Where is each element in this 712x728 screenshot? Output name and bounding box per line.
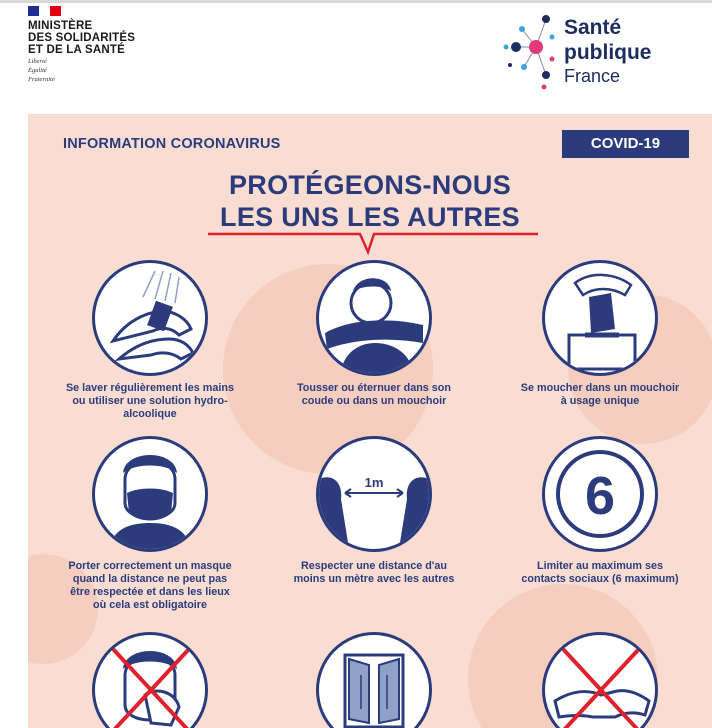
distance-label: 1m [364, 475, 384, 490]
gesture-caption [274, 560, 474, 586]
motto-line: Fraternité [28, 76, 55, 83]
caption-line: moins un mètre avec les autres [293, 573, 455, 585]
distance-icon [316, 436, 432, 552]
caption-line: à usage unique [560, 395, 640, 407]
caption-line: Se moucher dans un mouchoir [520, 382, 680, 394]
caption-line: Limiter au maximum ses [536, 560, 663, 572]
gesture-caption [50, 382, 250, 421]
gesture-caption [274, 382, 474, 408]
caption-line: être respectée et dans les lieux [70, 586, 230, 598]
title-line-2: LES UNS LES AUTRES [220, 202, 520, 232]
gesture-caption [500, 382, 700, 408]
caption-line: Tousser ou éternuer dans son [297, 382, 451, 394]
ministry-line: DES SOLIDARITÉS [28, 32, 136, 44]
gesture-caption [50, 560, 250, 612]
handwash-icon [92, 260, 208, 376]
caption-line: Respecter une distance d'au [301, 560, 447, 572]
contacts-six-icon [542, 436, 658, 552]
sante-publique-france-logo [500, 9, 680, 95]
elbow-cough-icon [316, 260, 432, 376]
contacts-number: 6 [584, 466, 616, 526]
covid-badge: COVID-19 [562, 130, 689, 158]
ministry-logo [28, 20, 135, 83]
caption-line: alcoolique [123, 408, 177, 420]
motto-line: Liberté [28, 58, 47, 65]
caption-line: coude ou dans un mouchoir [301, 395, 447, 407]
no-face-touch-icon [92, 632, 208, 728]
no-handshake-icon [542, 632, 658, 728]
caption-line: quand la distance ne peut pas [72, 573, 228, 585]
ventilate-room-icon [316, 632, 432, 728]
caption-line: Se laver régulièrement les mains [65, 382, 235, 394]
face-mask-icon [92, 436, 208, 552]
spf-line: France [564, 66, 621, 86]
tissue-icon [542, 260, 658, 376]
caption-line: Porter correctement un masque [68, 560, 232, 572]
spf-line: publique [564, 41, 652, 64]
motto-line: Égalité [28, 67, 47, 74]
caption-line: contacts sociaux (6 maximum) [521, 573, 679, 585]
header [0, 0, 712, 100]
republic-flag-icon [28, 6, 62, 16]
caption-line: ou utiliser une solution hydro- [72, 395, 228, 407]
info-label: INFORMATION CORONAVIRUS [63, 136, 281, 152]
title-line-1: PROTÉGEONS-NOUS [228, 170, 512, 200]
spf-line: Santé [564, 16, 622, 39]
ministry-line: MINISTÈRE [28, 20, 93, 32]
spf-network-icon [500, 9, 564, 95]
ministry-line: ET DE LA SANTÉ [28, 44, 125, 56]
gesture-caption [500, 560, 700, 586]
speech-underline-icon [208, 232, 538, 258]
poster [28, 114, 712, 728]
caption-line: où cela est obligatoire [93, 599, 207, 611]
